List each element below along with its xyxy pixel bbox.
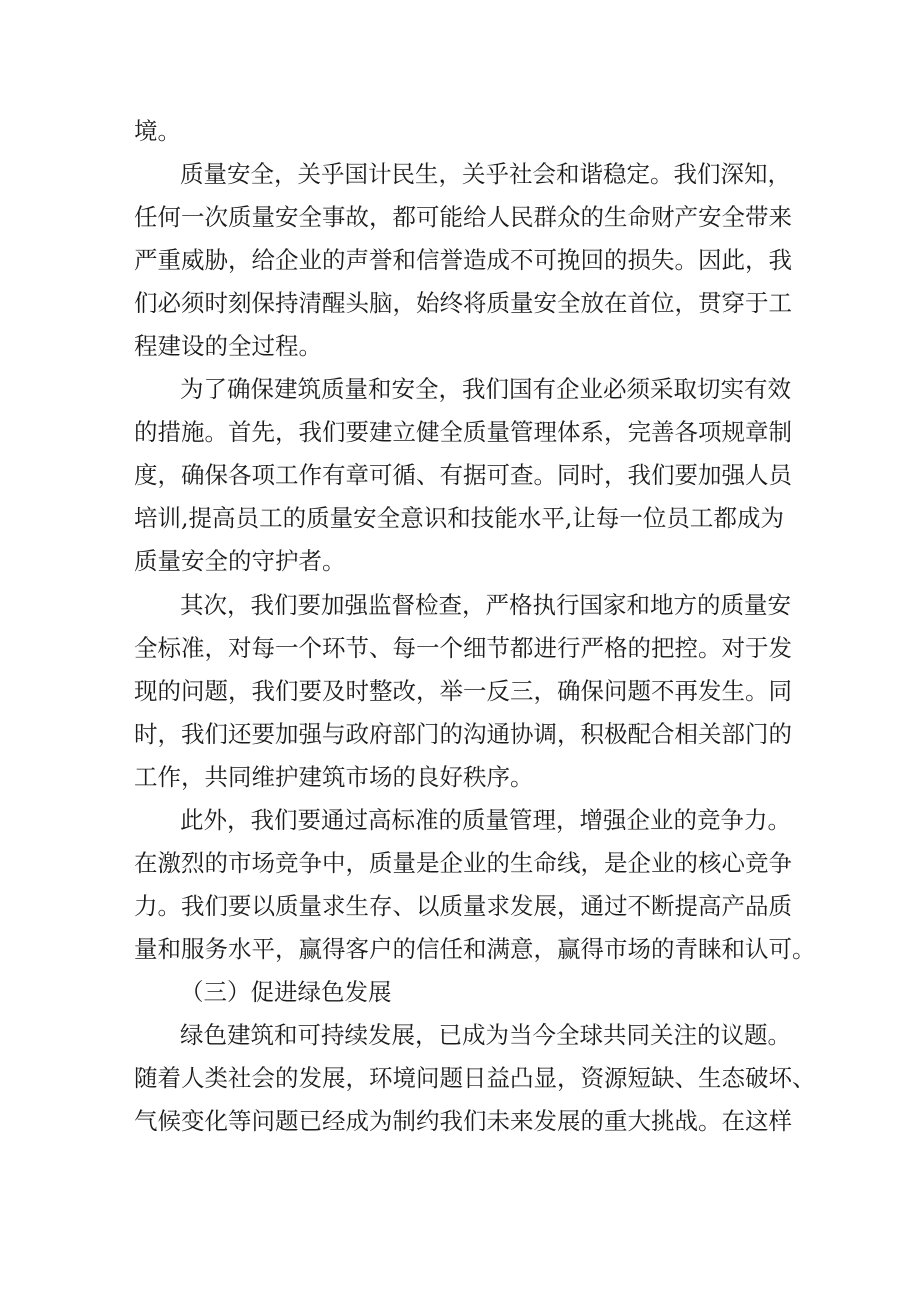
text-line: 时，我们还要加强与政府部门的沟通协调，积极配合相关部门的	[134, 720, 792, 748]
text-line: 质量安全，关乎国计民生，关乎社会和谐稳定。我们深知，	[180, 160, 791, 188]
section-heading-text: （三）促进绿色发展	[180, 978, 392, 1006]
text-line: 气候变化等问题已经成为制约我们未来发展的重大挑战。在这样	[134, 1107, 792, 1135]
text-line: 任何一次质量安全事故，都可能给人民群众的生命财产安全带来	[134, 203, 792, 231]
text-line: 严重威胁，给企业的声誉和信誉造成不可挽回的损失。因此，我	[134, 246, 792, 274]
text-line: 境。	[134, 117, 181, 145]
text-line: 其次，我们要加强监督检查，严格执行国家和地方的质量安	[180, 591, 791, 619]
text-line: 全标准，对每一个环节、每一个细节都进行严格的把控。对于发	[134, 634, 792, 662]
text-line: 为了确保建筑质量和安全，我们国有企业必须采取切实有效	[180, 375, 791, 403]
text-line: 量和服务水平，赢得客户的信任和满意，赢得市场的青睐和认可。	[134, 935, 816, 963]
text-line: 程建设的全过程。	[134, 332, 322, 360]
text-line: 的措施。首先，我们要建立健全质量管理体系，完善各项规章制	[134, 418, 792, 446]
text-line: 随着人类社会的发展，环境问题日益凸显，资源短缺、生态破坏、	[134, 1064, 816, 1092]
text-line: 此外，我们要通过高标准的质量管理，增强企业的竞争力。	[180, 806, 791, 834]
text-line: 工作，共同维护建筑市场的良好秩序。	[134, 763, 534, 791]
text-line: 绿色建筑和可持续发展，已成为当今全球共同关注的议题。	[180, 1021, 791, 1049]
text-line: 力。我们要以质量求生存、以质量求发展，通过不断提高产品质	[134, 892, 792, 920]
text-line: 质量安全的守护者。	[134, 547, 346, 575]
text-line: 们必须时刻保持清醒头脑，始终将质量安全放在首位，贯穿于工	[134, 289, 792, 317]
text-line: 度，确保各项工作有章可循、有据可查。同时，我们要加强人员	[134, 461, 792, 489]
text-line: 在激烈的市场竞争中，质量是企业的生命线，是企业的核心竞争	[134, 849, 792, 877]
text-line: 培训,提高员工的质量安全意识和技能水平,让每一位员工都成为	[134, 504, 784, 532]
text-line: 现的问题，我们要及时整改，举一反三，确保问题不再发生。同	[134, 677, 792, 705]
